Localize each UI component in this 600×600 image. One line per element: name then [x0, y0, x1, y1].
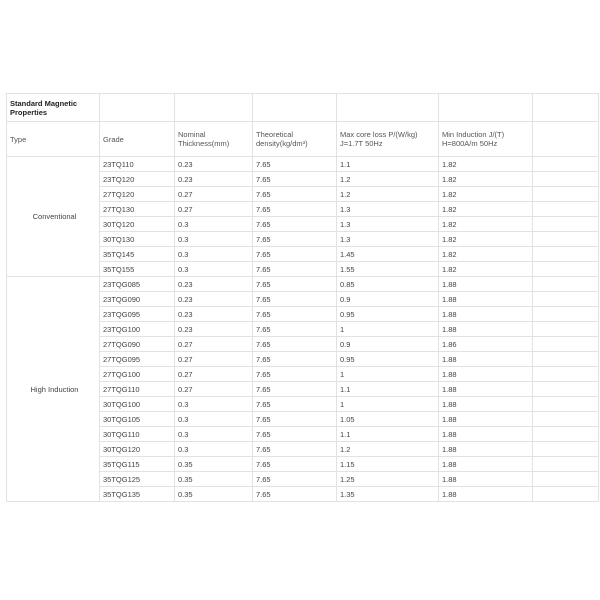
cell-density: 7.65 [253, 307, 337, 322]
cell-core-loss: 0.85 [337, 277, 439, 292]
empty-cell [533, 94, 599, 122]
cell-extra [533, 457, 599, 472]
cell-core-loss: 1.15 [337, 457, 439, 472]
cell-core-loss: 1.05 [337, 412, 439, 427]
cell-extra [533, 412, 599, 427]
cell-core-loss: 1.55 [337, 262, 439, 277]
cell-thickness: 0.23 [175, 172, 253, 187]
cell-induction: 1.86 [439, 337, 533, 352]
cell-core-loss: 1.1 [337, 157, 439, 172]
cell-thickness: 0.3 [175, 247, 253, 262]
cell-grade: 35TQ145 [100, 247, 175, 262]
cell-density: 7.65 [253, 412, 337, 427]
cell-grade: 30TQG120 [100, 442, 175, 457]
cell-density: 7.65 [253, 262, 337, 277]
cell-extra [533, 367, 599, 382]
cell-thickness: 0.3 [175, 232, 253, 247]
cell-grade: 27TQG110 [100, 382, 175, 397]
cell-grade: 23TQG095 [100, 307, 175, 322]
table-title: Standard Magnetic Properties [7, 94, 100, 122]
cell-induction: 1.82 [439, 247, 533, 262]
cell-thickness: 0.35 [175, 472, 253, 487]
cell-induction: 1.82 [439, 157, 533, 172]
cell-thickness: 0.3 [175, 397, 253, 412]
cell-grade: 30TQ130 [100, 232, 175, 247]
cell-grade: 30TQG105 [100, 412, 175, 427]
cell-extra [533, 262, 599, 277]
cell-induction: 1.88 [439, 307, 533, 322]
cell-density: 7.65 [253, 172, 337, 187]
cell-density: 7.65 [253, 367, 337, 382]
cell-core-loss: 1.2 [337, 442, 439, 457]
header-induction: Min Induction J/(T) H=800A/m 50Hz [439, 122, 533, 157]
cell-core-loss: 0.9 [337, 337, 439, 352]
cell-induction: 1.82 [439, 217, 533, 232]
cell-extra [533, 157, 599, 172]
cell-grade: 23TQG085 [100, 277, 175, 292]
cell-grade: 35TQG125 [100, 472, 175, 487]
header-core-loss: Max core loss P/(W/kg) J=1.7T 50Hz [337, 122, 439, 157]
cell-thickness: 0.27 [175, 352, 253, 367]
cell-induction: 1.88 [439, 442, 533, 457]
cell-density: 7.65 [253, 472, 337, 487]
cell-extra [533, 397, 599, 412]
cell-thickness: 0.23 [175, 307, 253, 322]
cell-core-loss: 1.1 [337, 382, 439, 397]
cell-extra [533, 277, 599, 292]
cell-induction: 1.88 [439, 352, 533, 367]
cell-core-loss: 1.3 [337, 202, 439, 217]
cell-core-loss: 1.1 [337, 427, 439, 442]
cell-extra [533, 217, 599, 232]
cell-type: High Induction [7, 277, 100, 502]
header-type: Type [7, 122, 100, 157]
cell-thickness: 0.3 [175, 262, 253, 277]
cell-extra [533, 307, 599, 322]
cell-extra [533, 337, 599, 352]
cell-density: 7.65 [253, 322, 337, 337]
magnetic-properties-table [6, 93, 599, 502]
cell-induction: 1.82 [439, 202, 533, 217]
cell-thickness: 0.23 [175, 322, 253, 337]
cell-core-loss: 1.3 [337, 232, 439, 247]
cell-induction: 1.88 [439, 487, 533, 502]
cell-extra [533, 427, 599, 442]
cell-core-loss: 1.35 [337, 487, 439, 502]
cell-induction: 1.88 [439, 382, 533, 397]
cell-core-loss: 0.9 [337, 292, 439, 307]
cell-extra [533, 382, 599, 397]
cell-grade: 27TQ120 [100, 187, 175, 202]
cell-induction: 1.88 [439, 367, 533, 382]
header-extra [533, 122, 599, 157]
cell-core-loss: 1 [337, 397, 439, 412]
cell-thickness: 0.3 [175, 217, 253, 232]
cell-extra [533, 232, 599, 247]
cell-density: 7.65 [253, 157, 337, 172]
table-title-row [7, 94, 599, 122]
cell-extra [533, 202, 599, 217]
empty-cell [439, 94, 533, 122]
cell-density: 7.65 [253, 187, 337, 202]
cell-grade: 23TQG090 [100, 292, 175, 307]
cell-density: 7.65 [253, 337, 337, 352]
cell-thickness: 0.27 [175, 337, 253, 352]
cell-density: 7.65 [253, 457, 337, 472]
cell-density: 7.65 [253, 442, 337, 457]
cell-extra [533, 292, 599, 307]
cell-core-loss: 1.45 [337, 247, 439, 262]
empty-cell [100, 94, 175, 122]
cell-thickness: 0.3 [175, 412, 253, 427]
cell-grade: 27TQG095 [100, 352, 175, 367]
cell-grade: 30TQ120 [100, 217, 175, 232]
cell-grade: 23TQG100 [100, 322, 175, 337]
cell-grade: 23TQ110 [100, 157, 175, 172]
cell-induction: 1.88 [439, 292, 533, 307]
cell-induction: 1.88 [439, 472, 533, 487]
cell-grade: 35TQG135 [100, 487, 175, 502]
cell-induction: 1.82 [439, 187, 533, 202]
cell-core-loss: 1 [337, 367, 439, 382]
cell-extra [533, 487, 599, 502]
cell-density: 7.65 [253, 427, 337, 442]
cell-density: 7.65 [253, 217, 337, 232]
cell-grade: 23TQ120 [100, 172, 175, 187]
cell-grade: 30TQG100 [100, 397, 175, 412]
cell-induction: 1.88 [439, 457, 533, 472]
cell-induction: 1.88 [439, 277, 533, 292]
cell-grade: 27TQ130 [100, 202, 175, 217]
empty-cell [253, 94, 337, 122]
cell-grade: 30TQG110 [100, 427, 175, 442]
cell-core-loss: 1.25 [337, 472, 439, 487]
cell-core-loss: 1.2 [337, 172, 439, 187]
cell-thickness: 0.23 [175, 277, 253, 292]
header-row [7, 122, 599, 157]
cell-core-loss: 1 [337, 322, 439, 337]
cell-induction: 1.88 [439, 397, 533, 412]
cell-density: 7.65 [253, 202, 337, 217]
empty-cell [175, 94, 253, 122]
table-body [7, 94, 599, 502]
cell-extra [533, 322, 599, 337]
cell-thickness: 0.3 [175, 427, 253, 442]
cell-grade: 35TQ155 [100, 262, 175, 277]
table-row [7, 277, 599, 292]
cell-extra [533, 187, 599, 202]
cell-thickness: 0.3 [175, 442, 253, 457]
cell-density: 7.65 [253, 247, 337, 262]
cell-thickness: 0.27 [175, 367, 253, 382]
cell-density: 7.65 [253, 277, 337, 292]
header-thickness: Nominal Thickness(mm) [175, 122, 253, 157]
cell-induction: 1.88 [439, 412, 533, 427]
cell-extra [533, 352, 599, 367]
cell-density: 7.65 [253, 352, 337, 367]
cell-thickness: 0.27 [175, 382, 253, 397]
cell-thickness: 0.27 [175, 187, 253, 202]
cell-core-loss: 1.3 [337, 217, 439, 232]
cell-induction: 1.82 [439, 232, 533, 247]
cell-thickness: 0.23 [175, 292, 253, 307]
header-grade: Grade [100, 122, 175, 157]
cell-density: 7.65 [253, 487, 337, 502]
cell-grade: 27TQG100 [100, 367, 175, 382]
cell-thickness: 0.35 [175, 487, 253, 502]
cell-type: Conventional [7, 157, 100, 277]
cell-extra [533, 442, 599, 457]
cell-density: 7.65 [253, 232, 337, 247]
header-density: Theoretical density(kg/dm³) [253, 122, 337, 157]
cell-induction: 1.82 [439, 172, 533, 187]
cell-thickness: 0.35 [175, 457, 253, 472]
cell-grade: 35TQG115 [100, 457, 175, 472]
cell-extra [533, 472, 599, 487]
cell-thickness: 0.27 [175, 202, 253, 217]
cell-grade: 27TQG090 [100, 337, 175, 352]
cell-extra [533, 172, 599, 187]
cell-core-loss: 0.95 [337, 352, 439, 367]
cell-core-loss: 1.2 [337, 187, 439, 202]
cell-induction: 1.88 [439, 427, 533, 442]
cell-core-loss: 0.95 [337, 307, 439, 322]
empty-cell [337, 94, 439, 122]
cell-density: 7.65 [253, 292, 337, 307]
cell-thickness: 0.23 [175, 157, 253, 172]
cell-density: 7.65 [253, 382, 337, 397]
cell-density: 7.65 [253, 397, 337, 412]
cell-induction: 1.82 [439, 262, 533, 277]
table-row [7, 157, 599, 172]
cell-extra [533, 247, 599, 262]
cell-induction: 1.88 [439, 322, 533, 337]
